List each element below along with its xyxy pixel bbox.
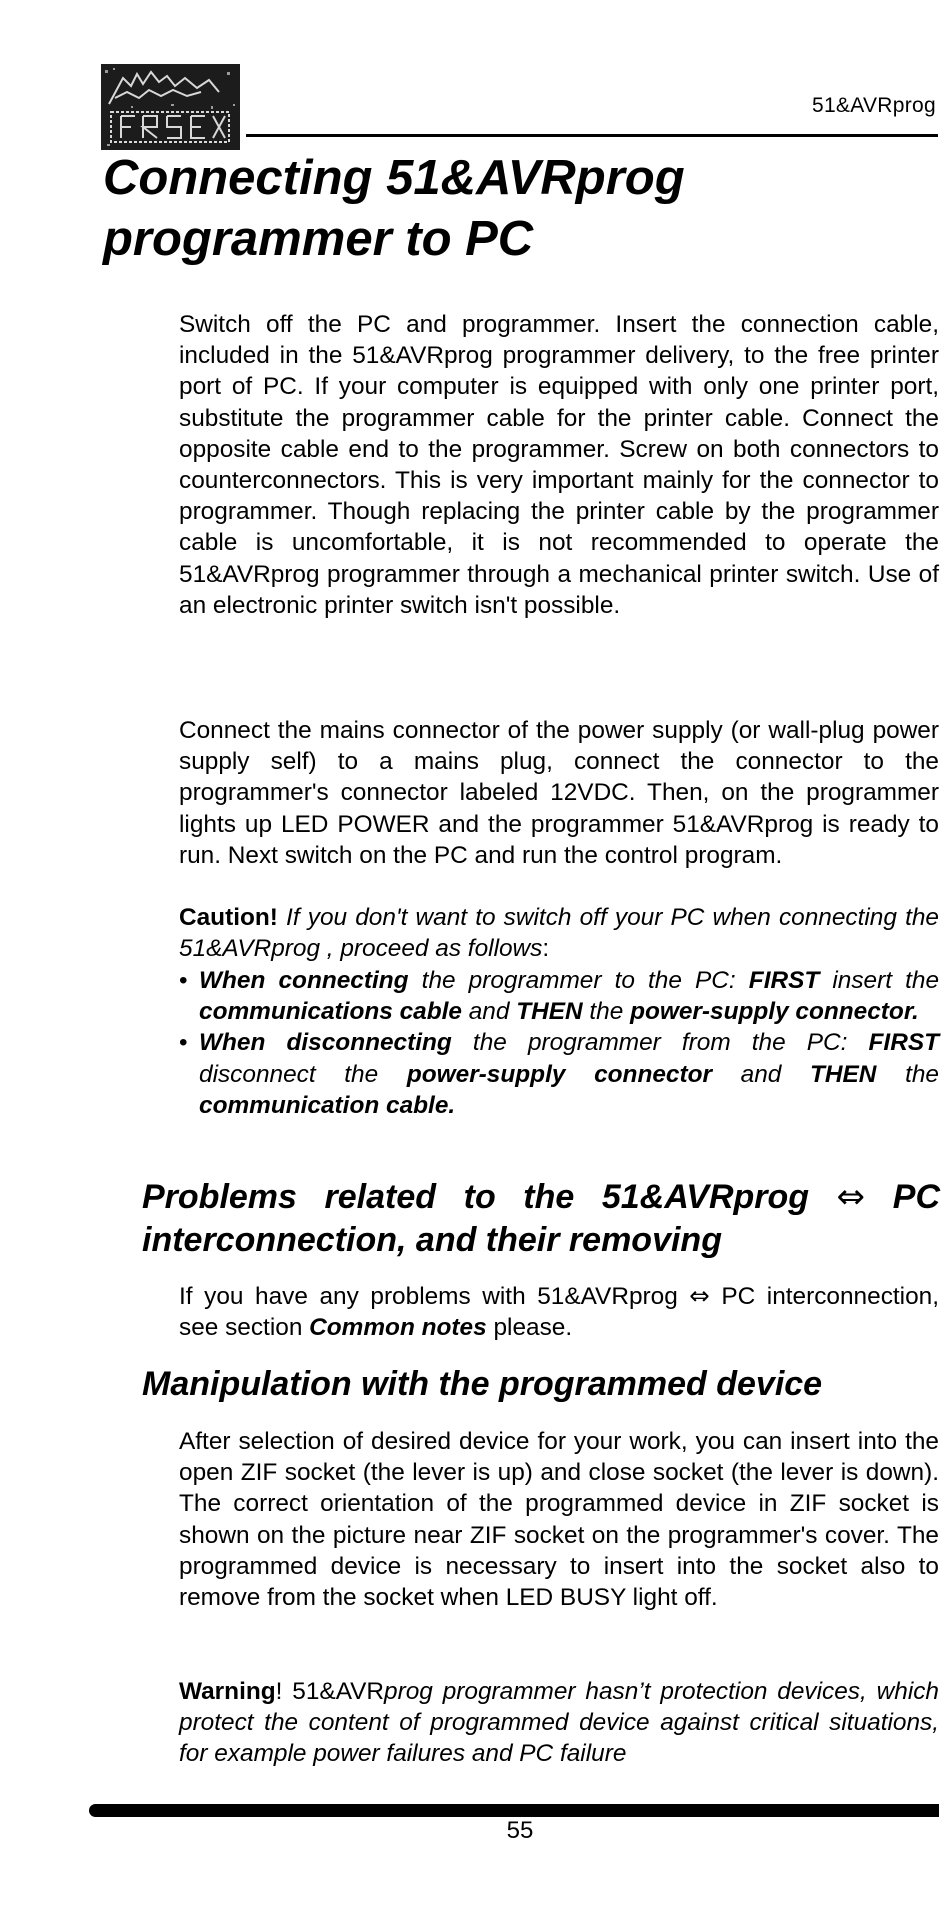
header-rule (246, 134, 938, 137)
list-item (179, 1027, 939, 1121)
bullet-text: disconnect the (199, 1060, 407, 1088)
bullet-item-2: power-supply connector. (630, 998, 919, 1026)
caution-label: Caution! (179, 904, 278, 931)
bullet-dot: • (179, 1029, 188, 1057)
bullet-text: the programmer from the PC: (451, 1029, 869, 1057)
manipulation-paragraph: After selection of desired device for your work, you can insert into the open ZIF socket (the lever is up) and close socket (the lever is down). The correct orientation of the programmed device in ZIF socket is shown on the picture near ZIF socket on the programmer's cover. The programmed device is necessary to insert into the socket also to remove from the socket when LED BUSY light off. (179, 1428, 939, 1612)
bullet-text: insert the (819, 967, 940, 994)
bullet-dot: • (179, 967, 188, 994)
problems-text: If you have any problems with 51&AVRprog (179, 1283, 690, 1310)
problems-paragraph (179, 1280, 939, 1343)
caution-paragraph (179, 902, 939, 964)
header-product-name: 51&AVRprog (811, 94, 936, 117)
problems-heading (142, 1176, 940, 1262)
problems-heading-text: Problems related to the 51&AVRprog (142, 1178, 837, 1216)
bullet-first: FIRST (868, 1029, 939, 1057)
bullet-text: the (582, 998, 631, 1026)
warning-paragraph (179, 1676, 939, 1770)
bullet-text: and (711, 1060, 811, 1088)
list-item (179, 965, 939, 1027)
page-title: Connecting 51&AVRprog programmer to PC (103, 151, 685, 266)
bullet-text: and (461, 998, 517, 1026)
page-number: 55 (506, 1817, 534, 1844)
problems-text: please. (486, 1314, 573, 1342)
bullet-text: the programmer to the PC: (408, 967, 749, 994)
bullet-lead: When disconnecting (199, 1029, 452, 1057)
bidirectional-arrow-icon: ⇔ (689, 1281, 710, 1310)
bullet-item-2: communication cable. (199, 1091, 456, 1119)
warning-text: prog programmer hasn’t protection devices, which protect the content of programmed device against critical situations, for example power failures and PC failure (179, 1678, 939, 1768)
caution-text: If you don't want to switch off your PC when connecting the 51&AVRprog , proceed as follows (179, 904, 939, 963)
bullet-first: FIRST (748, 967, 820, 994)
bullet-text: the (876, 1060, 939, 1088)
bullet-then: THEN (516, 998, 583, 1026)
warning-label: Warning (179, 1678, 276, 1705)
bullet-then: THEN (810, 1060, 877, 1088)
program-logo-icon (101, 64, 240, 150)
common-notes-reference: Common notes (309, 1314, 487, 1342)
connection-steps-list (179, 965, 939, 1121)
bullet-item-1: communications cable (199, 998, 462, 1026)
caution-colon: : (542, 935, 550, 963)
problems-heading-text: PC interconnection, and their removing (142, 1178, 940, 1259)
problems-text: PC interconnection, see section (179, 1283, 939, 1342)
bidirectional-arrow-icon: ⇔ (836, 1177, 866, 1217)
bullet-lead: When connecting (199, 967, 409, 994)
power-paragraph: Connect the mains connector of the power supply (or wall-plug power supply self) to a mains plug, connect the connector to the programmer's connector labeled 12VDC. Then, on the programmer lights up LED POWER and the programmer 51&AVRprog is ready to run. Next switch on the PC and run the control program. (179, 717, 939, 869)
warning-text: ! 51&AVR (275, 1678, 385, 1705)
intro-paragraph: Switch off the PC and programmer. Insert the connection cable, included in the 51&AVRprog programmer delivery, to the free printer port of PC. If your computer is equipped with only one printer port, substitute the programmer cable for the printer cable. Connect the opposite cable end to the programmer. Screw on both connectors to counterconnectors. This is very important mainly for the connector to programmer. Though replacing the printer cable by the programmer cable is uncomfortable, it is not recommended to operate the 51&AVRprog programmer through a mechanical printer switch. Use of an electronic printer switch isn't possible. (179, 311, 939, 619)
bullet-item-1: power-supply connector (406, 1060, 712, 1088)
manipulation-heading: Manipulation with the programmed device (142, 1365, 823, 1403)
